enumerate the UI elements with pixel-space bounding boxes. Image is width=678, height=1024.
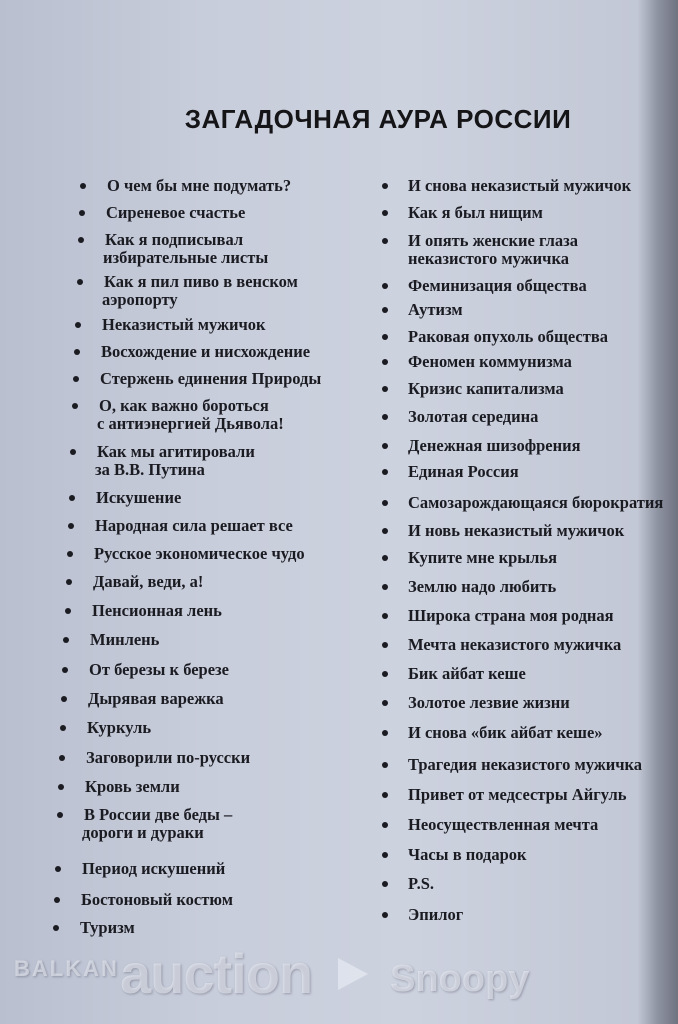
bullet-icon [382,528,388,534]
toc-item [408,408,538,426]
toc-item-line: Дырявая варежка [88,689,224,708]
bullet-icon [54,897,60,903]
toc-item-line: Заговорили по-русски [86,748,251,767]
toc-item-line: Землю надо любить [408,577,557,596]
bullet-icon [68,523,74,529]
toc-item-line: Денежная шизофрения [408,436,581,455]
toc-item [408,786,627,804]
toc-item [408,494,663,512]
toc-item-line: Феномен коммунизма [408,352,572,371]
toc-item [102,316,266,334]
toc-item-line: Широка страна моя родная [408,606,614,625]
bullet-icon [382,334,388,340]
toc-item-line: Золотое лезвие жизни [408,693,570,712]
toc-item-line: Куркуль [87,718,152,737]
toc-item [97,443,255,479]
bullet-icon [72,403,78,409]
toc-item [87,719,151,737]
bullet-icon [55,866,61,872]
bullet-icon [382,730,388,736]
toc-item [408,437,581,455]
toc-item-line: Аутизм [408,300,463,319]
toc-item [93,573,203,591]
toc-item-line: И опять женские глаза [408,231,579,250]
bullet-icon [66,579,72,585]
toc-item [90,631,159,649]
toc-item-line: Как я был нищим [408,203,543,222]
bullet-icon [57,812,63,818]
watermark-auction: auction [120,942,313,1005]
bullet-icon [382,852,388,858]
bullet-icon [382,238,388,244]
toc-item [84,806,232,842]
toc-item-line: Золотая середина [408,407,539,426]
toc-item-line: В России две беды – [84,805,233,824]
toc-item-line: Искушение [96,488,182,507]
toc-item [408,636,621,654]
toc-item [99,397,284,433]
toc-item [100,370,321,388]
watermark-balkan: BALKAN [14,956,119,981]
toc-item [408,177,631,195]
bullet-icon [382,414,388,420]
toc-item-line: Неосуществленная мечта [408,815,599,834]
bullet-icon [61,696,67,702]
toc-item-line: Самозарождающаяся бюрократия [408,493,664,512]
toc-item-line: Как я подписывал [105,230,244,249]
toc-item-line: И снова неказистый мужичок [408,176,632,195]
toc-item-line: с антиэнергией Дьявола! [97,414,284,433]
bullet-icon [78,237,84,243]
toc-item-line: Минлень [90,630,160,649]
toc-item [408,665,526,683]
bullet-icon [75,322,81,328]
toc-item [104,273,298,309]
bullet-icon [65,608,71,614]
toc-item [408,875,434,893]
toc-item [408,522,624,540]
bullet-icon [382,881,388,887]
bullet-icon [62,667,68,673]
toc-item-line: Давай, веди, а! [93,572,204,591]
bullet-icon [382,642,388,648]
bullet-icon [74,349,80,355]
toc-item [408,846,527,864]
toc-item [408,301,463,319]
toc-item [107,177,291,195]
toc-item-line: Кровь земли [85,777,180,796]
toc-item [408,906,463,924]
bullet-icon [382,359,388,365]
toc-item-line: Кризис капитализма [408,379,564,398]
toc-item [408,204,543,222]
toc-item-line: Раковая опухоль общества [408,327,608,346]
bullet-icon [382,386,388,392]
bullet-icon [382,555,388,561]
watermark-snoopy: Snoopy [390,958,530,1000]
bullet-icon [77,279,83,285]
toc-item-line: Мечта неказистого мужичка [408,635,622,654]
toc-item-line: аэропорту [102,290,178,309]
bullet-icon [382,283,388,289]
toc-item [408,578,556,596]
toc-item-line: Как я пил пиво в венском [104,272,298,291]
bullet-icon [382,822,388,828]
bullet-icon [382,443,388,449]
toc-item [85,778,180,796]
bullet-icon [382,671,388,677]
toc-item [96,489,181,507]
bullet-icon [80,183,86,189]
toc-item-line: О, как важно бороться [99,396,269,415]
toc-item-line: Стержень единения Природы [100,369,322,388]
toc-item-line: Привет от медсестры Айгуль [408,785,627,804]
toc-item-line: Неказистый мужичок [102,315,266,334]
toc-item [408,724,603,742]
bullet-icon [382,912,388,918]
bullet-icon [53,925,59,931]
bullet-icon [382,469,388,475]
toc-item [408,328,608,346]
bullet-icon [382,210,388,216]
toc-item [106,204,245,222]
toc-item-line: Народная сила решает все [95,516,293,535]
toc-item [408,380,564,398]
toc-item-line: От березы к березе [89,660,230,679]
toc-item-line: Часы в подарок [408,845,527,864]
toc-item-line: Трагедия неказистого мужичка [408,755,643,774]
bullet-icon [382,613,388,619]
toc-item [80,919,135,937]
bullet-icon [69,495,75,501]
watermark-play-icon [338,958,368,990]
toc-item-line: Единая Россия [408,462,519,481]
toc-item-line: избирательные листы [103,248,269,267]
toc-item-line: Русское экономическое чудо [94,544,305,563]
bullet-icon [58,784,64,790]
toc-item [408,549,557,567]
bullet-icon [59,755,65,761]
toc-item-line: И новь неказистый мужичок [408,521,625,540]
bullet-icon [382,584,388,590]
bullet-icon [382,792,388,798]
bullet-icon [73,376,79,382]
toc-item [86,749,250,767]
toc-item-line: P.S. [408,874,434,893]
toc-item [408,353,572,371]
bullet-icon [60,725,66,731]
toc-item [95,517,293,535]
toc-item [408,463,519,481]
toc-item [88,690,224,708]
toc-item-line: Бик айбат кеше [408,664,526,683]
bullet-icon [382,500,388,506]
toc-item [408,277,587,295]
toc-item-line: Бостоновый костюм [81,890,233,909]
toc-item-line: Как мы агитировали [97,442,255,461]
bullet-icon [382,307,388,313]
toc-item [81,891,233,909]
toc-item-line: Феминизация общества [408,276,587,295]
bullet-icon [63,637,69,643]
bullet-icon [382,700,388,706]
toc-item-line: Купите мне крылья [408,548,558,567]
bullet-icon [382,762,388,768]
toc-item [408,607,614,625]
toc-item [82,860,225,878]
bullet-icon [79,210,85,216]
toc-item-line: Эпилог [408,905,464,924]
bullet-icon [67,551,73,557]
page-title: ЗАГАДОЧНАЯ АУРА РОССИИ [184,104,572,134]
toc-item [101,343,310,361]
toc-item [89,661,229,679]
toc-item-line: Восхождение и нисхождение [101,342,311,361]
toc-item [408,816,598,834]
toc-item-line: Туризм [80,918,135,937]
toc-item-line: неказистого мужичка [408,249,569,268]
toc-item [408,694,570,712]
bullet-icon [382,183,388,189]
toc-item [408,232,578,268]
toc-item-line: О чем бы мне подумать? [107,176,292,195]
toc-item-line: Пенсионная лень [92,601,222,620]
toc-item-line: дороги и дураки [82,823,204,842]
bullet-icon [70,449,76,455]
toc-item-line: И снова «бик айбат кеше» [408,723,603,742]
toc-item-line: за В.В. Путина [95,460,205,479]
toc-item-line: Период искушений [82,859,226,878]
toc-item-line: Сиреневое счастье [106,203,246,222]
toc-item [408,756,642,774]
toc-item [105,231,268,267]
toc-item [94,545,305,563]
toc-item [92,602,222,620]
